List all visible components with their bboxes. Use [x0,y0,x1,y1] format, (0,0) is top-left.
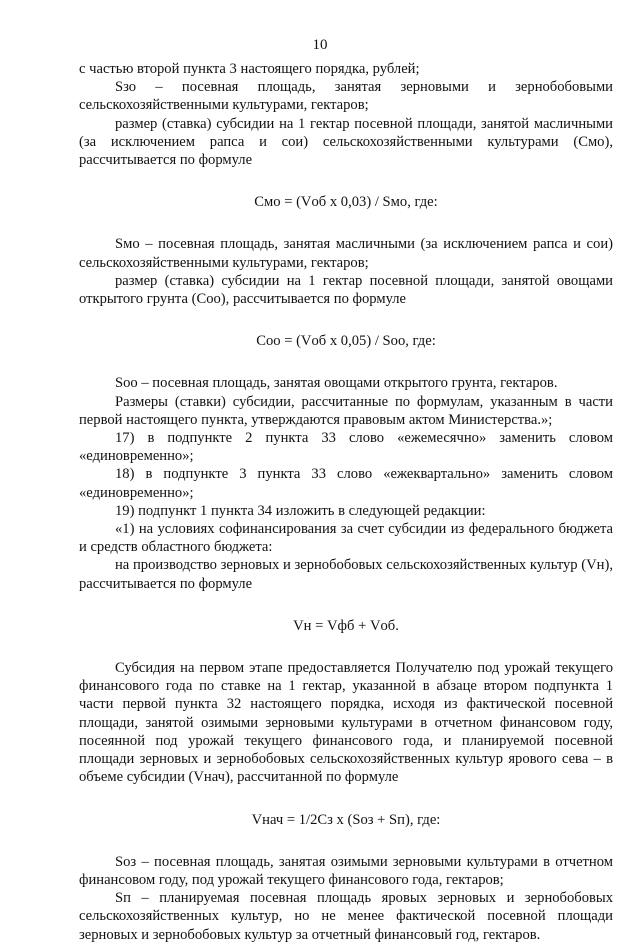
formula: Смо = (Vоб х 0,03) / Sмо, где: [254,194,438,211]
paragraph: на производство зерновых и зернобобовых сельскохозяйственных культур (Vн), рассчитывается по формуле [79,557,613,592]
paragraph: Размеры (ставки) субсидии, рассчитанные по формулам, указанным в части первой настоящего пункта, утверждаются правовым актом Министерства.»; [79,393,613,428]
formula: Vнач = 1/2Сз х (Sоз + Sп), где: [251,811,441,828]
paragraph: размер (ставка) субсидии на 1 гектар посевной площади, занятой масличными (за исключением рапса и сои) сельскохозяйственными культурами (Смо), рассчитывается по формуле [79,115,613,169]
page-number: 10 [312,37,328,53]
paragraph: Sп – планируемая посевная площадь яровых зерновых и зернобобовых сельскохозяйственных культур, но не менее фактической посевной площади зерновых и зернобобовых культур за отчетный финансовый год, гектаров. [79,890,613,943]
paragraph: Субсидия на первом этапе предоставляется Получателю под урожай текущего финансового года по ставке на 1 гектар, указанной в абзаце втором подпункта 1 части первой пункта 32 настоящего порядка, исходя из фактической посевной площади, занятой озимыми зерновыми культурами в отчетном финансовом году, посеянной под урожай текущего финансового года, и планируемой посевной площади зерновых и зернобобовых сельскохозяйственных культур ярового сева – в объеме субсидии (Vнач), рассчитанной по формуле [79,660,613,786]
paragraph: Sоо – посевная площадь, занятая овощами открытого грунта, гектаров. [115,375,558,392]
paragraph: Sоз – посевная площадь, занятая озимыми зерновыми культурами в отчетном финансовом году, под урожай текущего финансового года, гектаров; [79,853,613,888]
paragraph: Sзо – посевная площадь, занятая зерновыми и зернобобовыми сельскохозяйственными культурами, гектаров; [79,79,613,114]
list-item: 17) в подпункте 2 пункта 33 слово «ежемесячно» заменить словом «единовременно»; [79,430,613,465]
paragraph: Sмо – посевная площадь, занятая масличными (за исключением рапса и сои) сельскохозяйственными культурами, гектаров; [79,236,613,271]
document-body [79,60,613,944]
paragraph: с частью второй пункта 3 настоящего порядка, рублей; [79,61,420,77]
formula: Соо = (Vоб х 0,05) / Sоо, где: [256,333,436,350]
paragraph: размер (ставка) субсидии на 1 гектар посевной площади, занятой овощами открытого грунта (Соо), рассчитывается по формуле [79,272,613,308]
list-item: 19) подпункт 1 пункта 34 изложить в следующей редакции: [115,502,486,519]
list-item: 18) в подпункте 3 пункта 33 слово «ежеквартально» заменить словом «единовременно»; [79,466,613,501]
formula: Vн = Vфб + Vоб. [293,617,399,634]
paragraph: «1) на условиях софинансирования за счет субсидии из федерального бюджета и средств областного бюджета: [79,521,613,556]
